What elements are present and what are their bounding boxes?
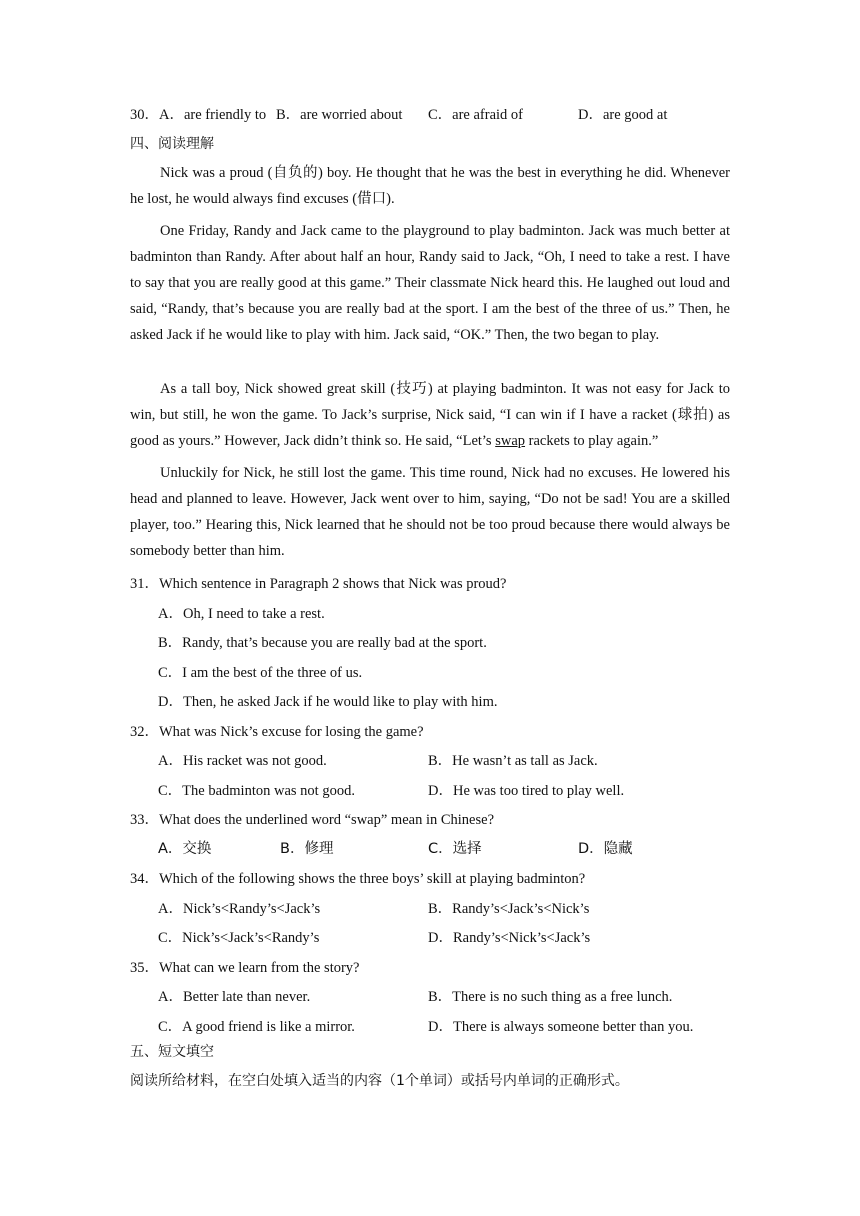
question-32-option-c: C．The badminton was not good. <box>158 783 355 799</box>
question-35-option-d: D．There is always someone better than you. <box>428 1019 694 1035</box>
question-30-number: 30． <box>130 107 159 123</box>
question-32-option-a: A．His racket was not good. <box>158 753 327 769</box>
section-5-instruction: 阅读所给材料，在空白处填入适当的内容（1个单词）或括号内单词的正确形式。 <box>130 1073 629 1089</box>
question-30-option-b: B．are worried about <box>276 107 403 123</box>
question-35-stem: 35．What can we learn from the story? <box>130 960 360 976</box>
section-5-title: 五、短文填空 <box>130 1044 214 1060</box>
question-34-option-c: C．Nick’s<Jack’s<Randy’s <box>158 930 320 946</box>
question-32-option-b: B．He wasn’t as tall as Jack. <box>428 753 598 769</box>
underlined-word-swap: swap <box>495 433 526 449</box>
passage-paragraph-3-text-before: As a tall boy, Nick showed great skill (技巧) at playing badminton. It was not easy for Jack to win, but still, he won the game. To Jack’s surprise, Nick said, “I can win if I have a racket (球拍) as good as yours.” However, Jack didn’t think so. He said, “Let’s <box>130 381 730 449</box>
question-35-option-b: B．There is no such thing as a free lunch. <box>428 989 673 1005</box>
question-31-option-c: C．I am the best of the three of us. <box>158 665 363 681</box>
question-32-option-d: D．He was too tired to play well. <box>428 783 625 799</box>
section-4-title: 四、阅读理解 <box>130 136 214 152</box>
passage-paragraph-4: Unluckily for Nick, he still lost the game. This time round, Nick had no excuses. He lowered his head and planned to leave. However, Jack went over to him, saying, “Do not be sad! You are a skilled player, too.” Hearing this, Nick learned that he should not be too proud because there would always be somebody better than him. <box>130 465 730 559</box>
question-34-option-b: B．Randy’s<Jack’s<Nick’s <box>428 901 590 917</box>
question-33-stem: 33．What does the underlined word “swap” mean in Chinese? <box>130 812 495 828</box>
question-31-option-b: B．Randy, that’s because you are really bad at the sport. <box>158 635 487 651</box>
question-33-option-a: A．交换 <box>158 841 212 857</box>
question-33-option-c: C．选择 <box>428 841 482 857</box>
question-30-option-c: C．are afraid of <box>428 107 524 123</box>
question-34-option-a: A．Nick’s<Randy’s<Jack’s <box>158 901 321 917</box>
passage-paragraph-3 <box>130 376 730 454</box>
question-32-stem: 32．What was Nick’s excuse for losing the game? <box>130 724 424 740</box>
question-31-option-d: D．Then, he asked Jack if he would like to play with him. <box>158 694 498 710</box>
question-30-option-a: A．are friendly to <box>159 107 267 123</box>
question-34-option-d: D．Randy’s<Nick’s<Jack’s <box>428 930 591 946</box>
passage-paragraph-3-text-after: rackets to play again.” <box>525 433 659 449</box>
question-34-stem: 34．Which of the following shows the three boys’ skill at playing badminton? <box>130 871 586 887</box>
question-33-option-b: B．修理 <box>280 841 334 857</box>
question-30 <box>130 108 266 123</box>
question-31-stem: 31．Which sentence in Paragraph 2 shows that Nick was proud? <box>130 576 507 592</box>
passage-paragraph-1: Nick was a proud (自负的) boy. He thought that he was the best in everything he did. Whenever he lost, he would always find excuses (借口). <box>130 165 730 207</box>
question-35-option-a: A．Better late than never. <box>158 989 311 1005</box>
question-33-option-d: D．隐藏 <box>578 841 633 857</box>
question-30-option-d: D．are good at <box>578 107 668 123</box>
passage-paragraph-2: One Friday, Randy and Jack came to the playground to play badminton. Jack was much better at badminton than Randy. After about half an hour, Randy said to Jack, “Oh, I need to take a rest. I have to say that you are really good at this game.” Their classmate Nick heard this. He laughed out loud and said, “Randy, that’s because you are really bad at the sport. I am the best of the three of us.” Then, he asked Jack if he would like to play with him. Jack said, “OK.” Then, the two began to play. <box>130 223 730 343</box>
question-35-option-c: C．A good friend is like a mirror. <box>158 1019 355 1035</box>
question-31-option-a: A．Oh, I need to take a rest. <box>158 606 325 622</box>
